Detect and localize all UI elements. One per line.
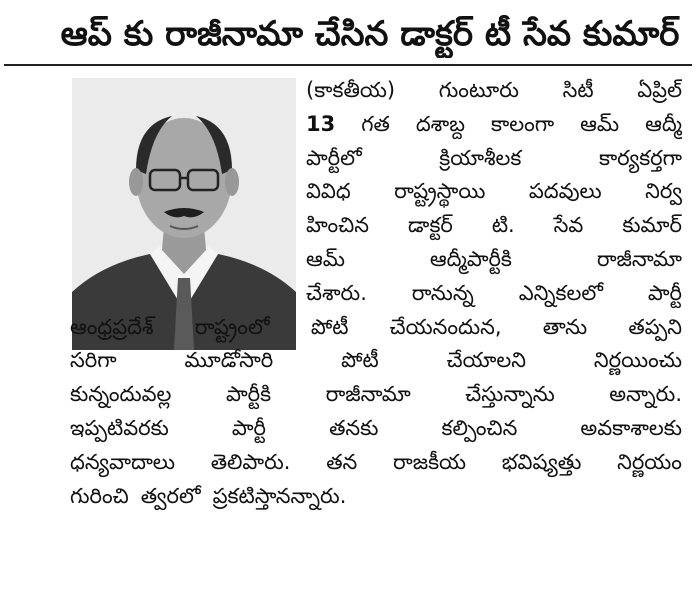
word: రాజీనామా [325,382,411,407]
word: కాలంగా [490,111,555,136]
article-line [306,277,682,311]
word: చేశారు. [306,280,367,305]
word: గురించి [70,483,129,508]
word: టి. [491,213,515,238]
word: ఇప్పటివరకు [70,415,169,440]
word: పార్టీకి [225,382,272,407]
word: కల్పించిన [441,415,518,440]
word: గుంటూరు [438,78,519,102]
word: నిర్ణయం [617,449,682,474]
word: సరిగా [70,348,117,373]
word: మూడోసారి [184,348,274,373]
article-line [70,378,682,412]
word: పార్టీలో [306,145,362,170]
word: భవిష్యత్తు [501,449,582,474]
word: రానున్న [411,280,474,305]
article-line [306,108,682,142]
word: పోటీ [341,348,379,373]
word: రాజీనామా [596,246,682,271]
word: రాజకీయ [393,449,467,474]
word: దశాబ్ద [415,111,465,136]
word: అవకాశాలకు [580,415,682,440]
word: పార్టీ [231,415,267,440]
word: త్వరలో [140,483,201,508]
word: తెలిపారు. [210,449,291,474]
article-line [70,480,682,514]
dateline-day: 13 [306,111,336,136]
article-body [70,74,682,513]
word: ధన్యవాదాలు [70,449,175,474]
word: (కాకతీయ) [306,78,396,102]
article-line [306,74,682,108]
word: ఆంధ్రప్రదేశ్ [70,314,154,339]
article-line [306,243,682,277]
word: కుమార్ [622,213,682,238]
word: కున్నందువల్ల [70,382,172,407]
word: రాష్ట్రస్థాయి [394,179,486,204]
word: చేయనందున, [389,314,502,339]
word: చేయాలని [446,348,526,373]
article-headline: ఆప్ కు రాజీనామా చేసిన డాక్టర్ టీ సేవ కుమార్ [60,14,680,54]
article-line [70,412,682,446]
word: ఆమ్ [580,111,620,136]
word: తప్పని [628,314,682,339]
word: ప్రకటిస్తానన్నారు. [212,483,347,508]
word: సేవ [553,213,584,238]
word: తనకు [329,415,379,440]
word: వివిధ [306,179,351,204]
article-line [70,446,682,480]
word: క్రియాశీలక [439,145,522,170]
word: సిటీ [562,78,594,102]
article-line [70,344,682,378]
article-line [306,175,682,209]
word: నిర్వ [645,179,682,204]
word: ఆద్మీ [645,111,682,136]
word: ఆద్మీపార్టీకి [429,246,512,271]
word: చేస్తున్నాను [465,382,555,407]
word: ఎన్నికలలో [518,280,603,305]
word: పదవులు [528,179,602,204]
article-line [306,142,682,176]
article-line [70,311,682,345]
word: గత [361,111,390,136]
headline-divider [4,64,692,66]
word: ఏప్రిల్ [637,78,682,102]
word: రాష్ట్రంలో [194,314,270,339]
article-line [306,209,682,243]
word: పోటీ [310,314,349,339]
word: ఆమ్ [306,246,345,271]
word: తాను [542,314,588,339]
word: తన [326,449,358,474]
word: డాక్టర్ [407,213,453,238]
word: నిర్ణయించు [593,348,682,373]
word: పార్టీ [647,280,682,305]
word: కార్యకర్తగా [598,145,682,170]
word: హించిన [306,213,369,238]
word: అన్నారు. [609,382,682,407]
